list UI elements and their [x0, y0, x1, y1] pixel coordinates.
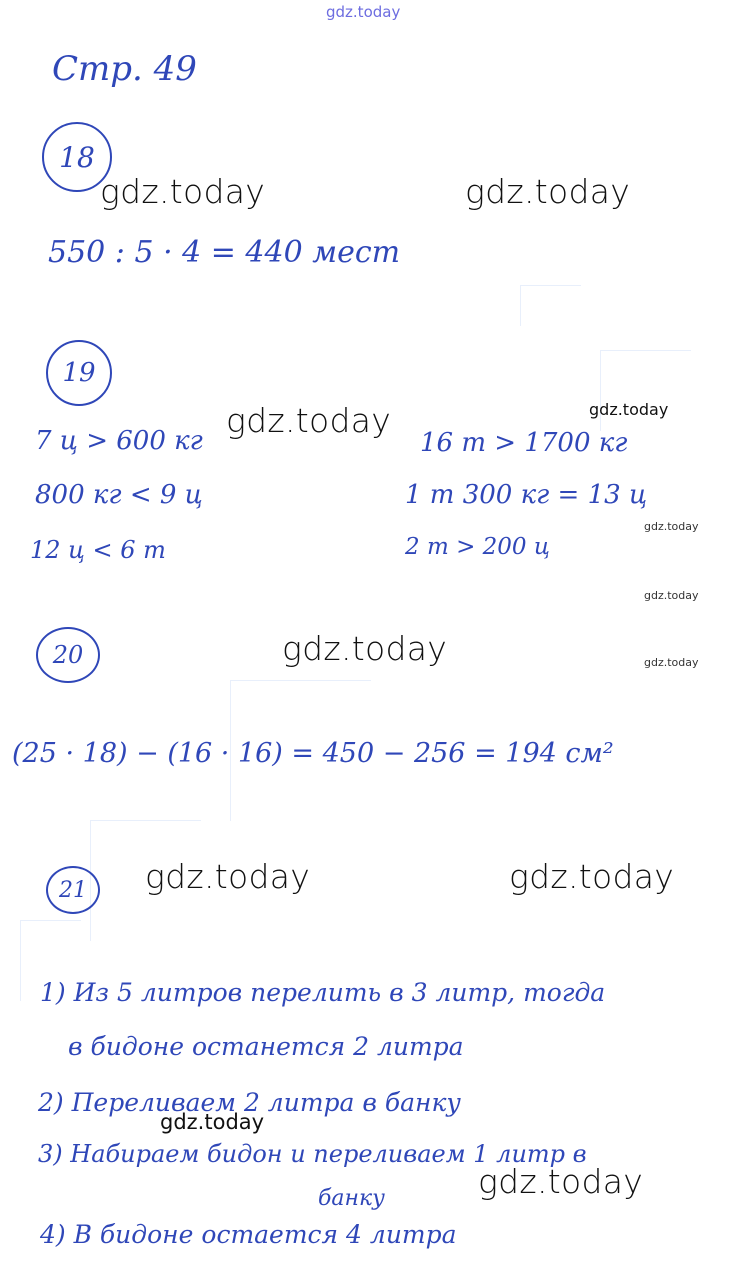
task-21-line-1: 1) Из 5 литров перелить в 3 литр, тогда	[40, 978, 606, 1007]
watermark: gdz.today	[160, 1110, 265, 1134]
watermark: gdz.today	[478, 1162, 644, 1201]
watermark: gdz.today	[589, 400, 669, 419]
task-19-left-3: 12 ц < 6 т	[30, 536, 166, 564]
task-21-line-4: 3) Набираем бидон и переливаем 1 литр в	[38, 1140, 587, 1168]
watermark: gdz.today	[465, 172, 631, 211]
background-grid	[520, 285, 581, 326]
watermark: gdz.today	[644, 656, 699, 669]
task-21-line-5: банку	[318, 1186, 385, 1211]
task-18-number: 18	[42, 122, 112, 192]
task-20-line: (25 · 18) − (16 · 16) = 450 − 256 = 194 см²	[12, 738, 614, 769]
task-19-left-1: 7 ц > 600 кг	[35, 426, 203, 456]
site-watermark: gdz.today	[326, 3, 401, 21]
watermark: gdz.today	[644, 520, 699, 533]
watermark: gdz.today	[226, 401, 392, 440]
watermark: gdz.today	[644, 589, 699, 602]
task-21-line-6: 4) В бидоне остается 4 литра	[40, 1220, 457, 1249]
task-18-line: 550 : 5 · 4 = 440 мест	[48, 235, 401, 270]
task-21-line-2: в бидоне останется 2 литра	[68, 1032, 464, 1061]
task-19-left-2: 800 кг < 9 ц	[35, 480, 203, 510]
watermark: gdz.today	[100, 172, 266, 211]
watermark: gdz.today	[282, 629, 448, 668]
task-19-right-1: 16 т > 1700 кг	[420, 428, 628, 458]
task-19-right-3: 2 т > 200 ц	[405, 534, 550, 560]
task-21-line-3: 2) Переливаем 2 литра в банку	[38, 1088, 461, 1117]
task-19-number: 19	[46, 340, 112, 406]
watermark: gdz.today	[145, 857, 311, 896]
task-20-number: 20	[36, 627, 100, 683]
watermark: gdz.today	[509, 857, 675, 896]
page-title: Стр. 49	[52, 49, 197, 89]
task-21-number: 21	[46, 866, 100, 914]
task-19-right-2: 1 т 300 кг = 13 ц	[405, 480, 648, 510]
